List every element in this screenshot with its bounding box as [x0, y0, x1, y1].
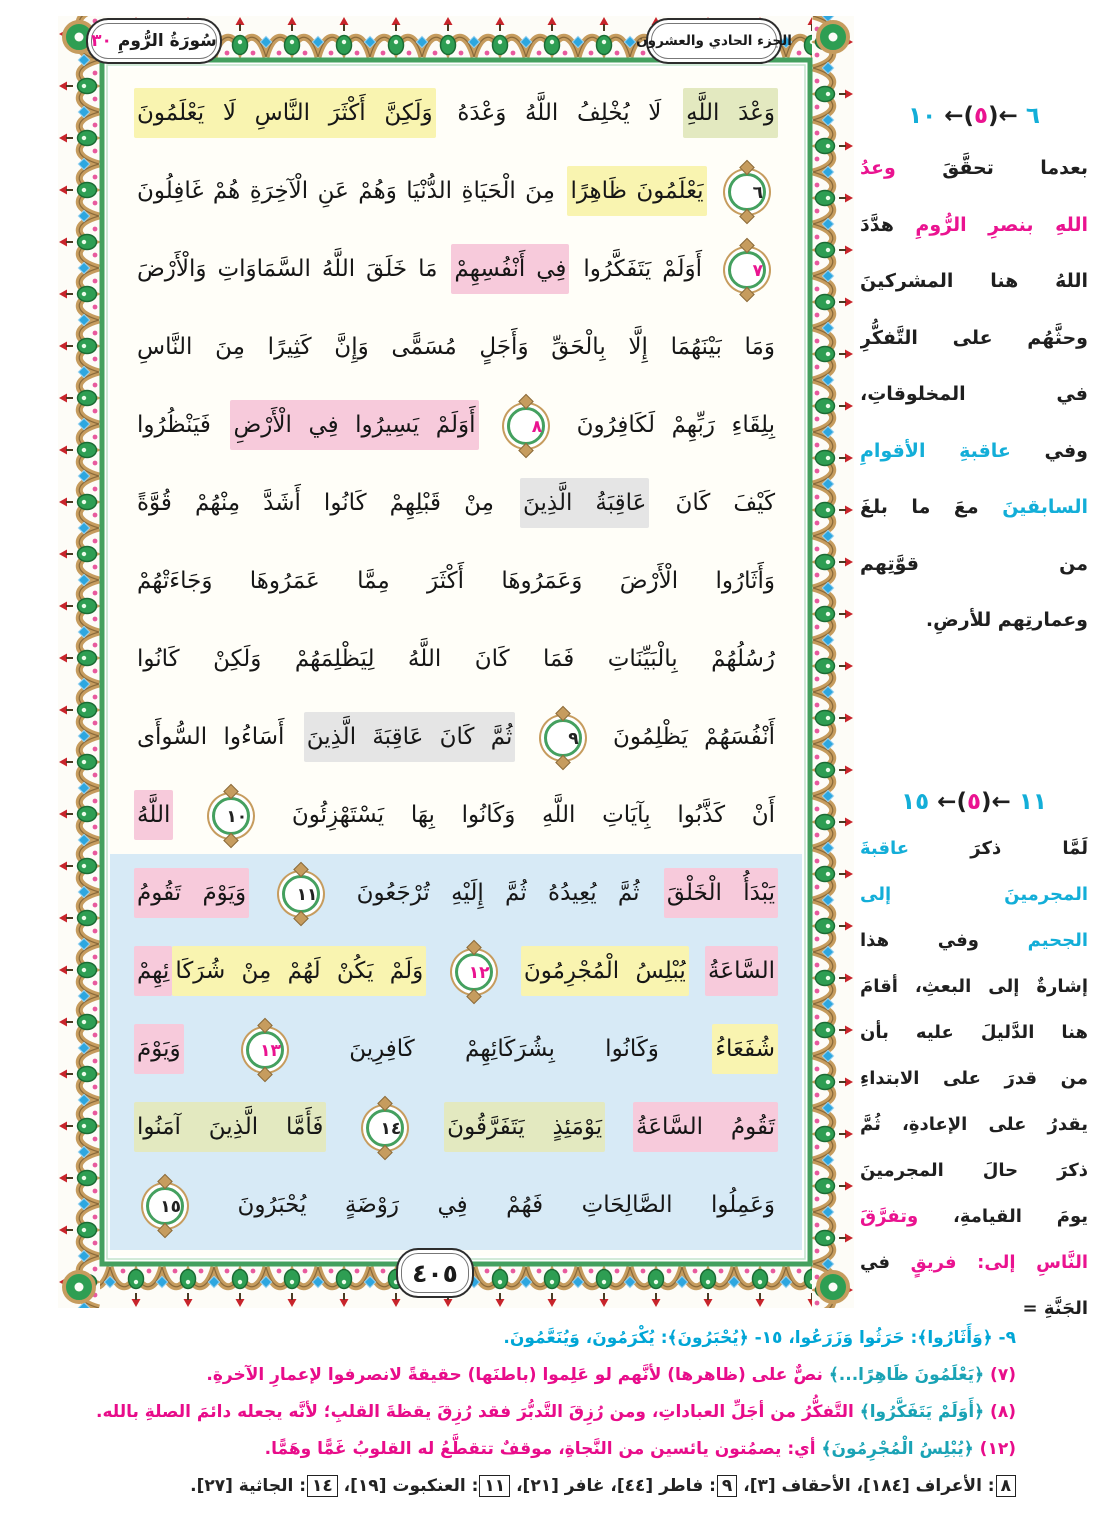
commentary-segment: بعدما تحقَّقَ — [895, 157, 1088, 179]
commentary-line — [860, 140, 1088, 197]
footnote-line — [56, 1468, 1016, 1505]
juz-title-cartouche — [636, 18, 792, 64]
quran-segment: كَيْفَ كَانَ — [675, 490, 776, 516]
footnote-text: : حَرَثُوا وَزَرَعُوا، ١٥- — [748, 1328, 918, 1348]
verse-marker: ١٥ — [146, 1187, 184, 1225]
commentary-segment: وحثَّهُم على التَّفكُّرِ — [860, 326, 1088, 349]
commentary-line — [860, 592, 1088, 649]
footnote-text: ﴿يُحْبَرُونَ﴾ — [667, 1328, 749, 1348]
commentary-segment: النَّاسِ إلى: فريقٍ — [890, 1252, 1088, 1273]
verse-marker: ٦ — [728, 173, 766, 211]
commentary-segment: معَ ما بلغَ — [860, 496, 979, 518]
boxed-verse-number: ٩ — [717, 1475, 737, 1497]
quran-segment: وَأَثَارُوا الْأَرْضَ وَعَمَرُوهَا أَكْثَرَ مِمَّا عَمَرُوهَا وَجَاءَتْهُمْ — [137, 568, 775, 594]
quran-line — [134, 464, 778, 542]
footnotes — [56, 1320, 1016, 1505]
quran-line — [134, 698, 778, 776]
verse-range-part: ←( — [981, 789, 1019, 815]
commentary-segment: في — [860, 1252, 890, 1273]
commentary-segment: هنا الدَّليلَ عليه بأن — [860, 1022, 1088, 1043]
commentary-line — [860, 423, 1088, 480]
quran-segment: أَوَلَمْ يَسِيرُوا فِي الْأَرْضِ — [230, 400, 478, 450]
surah-number: ٣٠ — [91, 31, 112, 51]
quran-line — [134, 386, 778, 464]
quran-lines-white-section — [134, 74, 778, 854]
surah-title: سُورَةُ الرُّومِ — [117, 31, 217, 51]
quran-segment: وَلَمْ يَكُنْ لَهُمْ مِنْ شُرَكَا — [172, 946, 426, 996]
commentary-segment: وعمارتِهم للأرضِ. — [925, 609, 1088, 631]
page-number: ٤٠٥ — [412, 1258, 458, 1288]
footnote-text: نصٌّ على (ظاهرها) لأنَّهم لو عَلِموا (باطنَها) حقيقةً لانصرفوا لإعمارِ الآخرةِ. — [206, 1365, 829, 1385]
commentary-segment: الجَنَّةِ = — [1022, 1298, 1088, 1319]
footnote-text: : العنكبوت [١٩]، — [337, 1476, 479, 1496]
quran-segment: يُبْلِسُ الْمُجْرِمُونَ — [521, 946, 689, 996]
quran-segment: فَيَنْظُرُوا — [137, 412, 211, 438]
boxed-verse-number: ٨ — [996, 1475, 1016, 1497]
quran-line — [134, 1166, 778, 1244]
quran-line — [134, 74, 778, 152]
commentary-segment: من قوَّتِهم — [860, 552, 1088, 575]
commentary-segment: وفي — [1010, 439, 1088, 462]
commentary-line — [860, 1056, 1088, 1102]
verse-marker: ١١ — [282, 875, 320, 913]
footnote-text: (٧) — [984, 1365, 1016, 1385]
commentary-segment: من قدرَ على الابتداءِ — [860, 1068, 1088, 1089]
commentary-segment: يومَ القيامةِ، — [918, 1206, 1088, 1227]
footnote-line — [56, 1357, 1016, 1394]
commentary-line — [860, 1240, 1088, 1286]
boxed-verse-number: ١١ — [479, 1475, 510, 1497]
verse-range-part: ٥ — [966, 789, 982, 815]
footnote-line — [56, 1320, 1016, 1357]
surah-title-cartouche — [86, 18, 222, 64]
quran-segment: ئِهِمْ — [134, 946, 172, 996]
commentary-segment: عاقبةِ الأقوامِ — [860, 439, 1011, 462]
quran-segment: لَا يُخْلِفُ اللَّهُ وَعْدَهُ — [457, 100, 662, 126]
quran-segment: مِنْ قَبْلِهِمْ كَانُوا أَشَدَّ مِنْهُمْ قُوَّةً — [137, 490, 494, 516]
verse-range-part: ٦ — [1025, 103, 1040, 129]
commentary-segment: إشارةٌ إلى البعثِ، أقامَ — [860, 976, 1088, 997]
quran-segment: السَّاعَةُ — [705, 946, 778, 996]
commentary-segment: وعدُ — [860, 157, 896, 179]
verse-range-part: ←( — [988, 103, 1026, 129]
quran-segment: وَمَا بَيْنَهُمَا إِلَّا بِالْحَقِّ وَأَجَلٍ مُسَمًّى وَإِنَّ كَثِيرًا مِنَ النَّاسِ — [137, 334, 775, 360]
quran-segment: فَأَمَّا الَّذِينَ آمَنُوا — [134, 1102, 326, 1152]
quran-segment: يَعْلَمُونَ ظَاهِرًا — [567, 166, 706, 216]
commentary-segment: هدَّدَ — [860, 213, 894, 236]
verse-range-part: )← — [929, 789, 967, 815]
quran-segment: يَوْمَئِذٍ يَتَفَرَّقُونَ — [444, 1102, 605, 1152]
commentary-line — [860, 366, 1088, 423]
commentary-segment: اللهِ بنصرِ الرُّومِ — [893, 213, 1088, 236]
commentary-segment: وفي هذا — [860, 930, 979, 951]
quran-lines-blue-section — [110, 854, 802, 1250]
quran-segment: وَيَوْمَ — [134, 1024, 184, 1074]
verse-range-header — [860, 778, 1088, 826]
footnote-text: ٩- — [992, 1328, 1016, 1348]
commentary-line — [860, 1102, 1088, 1148]
quran-segment: بِلِقَاءِ رَبِّهِمْ لَكَافِرُونَ — [576, 412, 776, 438]
footnote-text: التَّفكُّرُ من أجَلِّ العباداتِ، ومن رُزِقَ التَّدبُّرَ فقد رُزِقَ يقظةَ القلبِ؛ لأنَّه يجعله دائمَ الصلةِ بالله. — [96, 1402, 860, 1422]
quran-segment: وَعَمِلُوا الصَّالِحَاتِ فَهُمْ فِي رَوْضَةٍ يُحْبَرُونَ — [237, 1192, 775, 1218]
commentary-segment: يقدرُ على الإعادةِ، ثُمَّ — [860, 1114, 1088, 1135]
quran-line — [134, 308, 778, 386]
verse-marker: ٩ — [544, 719, 582, 757]
quran-line — [134, 1010, 778, 1088]
quran-line — [134, 230, 778, 308]
verse-marker: ٨ — [507, 407, 545, 445]
quran-segment: اللَّهُ — [134, 790, 173, 840]
footnote-text: أي: يصمُتون يائسين من النَّجاةِ، موقفٌ تتقطَّعُ له القلوبُ غَمًّا وهَمًّا. — [264, 1439, 822, 1459]
verse-marker: ١٠ — [212, 797, 250, 835]
quran-segment: فِي أَنْفُسِهِمْ — [451, 244, 569, 294]
commentary-segment: لَمَّا ذكرَ — [909, 838, 1088, 859]
commentary-block-verses-11-15 — [860, 778, 1088, 1332]
footnote-text: : فاطر [٤٤]، غافر [٢١]، — [510, 1476, 716, 1496]
quran-segment: يَبْدَأُ الْخَلْقَ — [664, 868, 778, 918]
commentary-segment: وتفرَّقَ — [860, 1206, 919, 1227]
quran-segment: وَكَانُوا بِشُرَكَائِهِمْ كَافِرِينَ — [349, 1036, 659, 1062]
commentary-line — [860, 1010, 1088, 1056]
verse-range-part: )← — [936, 103, 974, 129]
commentary-block-verses-6-10 — [860, 92, 1088, 649]
footnote-text: (٨) — [984, 1402, 1016, 1422]
quran-segment: مَا خَلَقَ اللَّهُ السَّمَاوَاتِ وَالْأَرْضَ — [137, 256, 438, 282]
quran-quote: ﴿يُبْلِسُ الْمُجْرِمُونَ﴾ — [821, 1439, 974, 1459]
boxed-verse-number: ١٤ — [307, 1475, 338, 1497]
commentary-segment: ذكرَ حالَ المجرمينَ — [860, 1160, 1088, 1181]
quran-line — [134, 620, 778, 698]
quran-line — [134, 152, 778, 230]
commentary-line — [860, 197, 1088, 254]
quran-segment: شُفَعَاءُ — [712, 1024, 778, 1074]
footnote-text: : الأعراف [١٨٤]، الأحقاف [٣]، — [737, 1476, 995, 1496]
verse-range-part: ١١ — [1018, 789, 1047, 815]
quran-segment: تَقُومُ السَّاعَةُ — [633, 1102, 778, 1152]
quran-line — [134, 776, 778, 854]
commentary-segment: المجرمينَ إلى — [860, 884, 1088, 905]
quran-segment: مِنَ الْحَيَاةِ الدُّنْيَا وَهُمْ عَنِ الْآخِرَةِ هُمْ غَافِلُونَ — [137, 178, 555, 204]
quran-segment: وَعْدَ اللَّهِ — [683, 88, 778, 138]
footnote-text: (١٢) — [973, 1439, 1016, 1459]
commentary-segment: في المخلوقاتِ، — [860, 383, 1088, 405]
mushaf-frame — [58, 16, 854, 1308]
verse-marker: ٧ — [728, 251, 766, 289]
quran-segment: وَيَوْمَ تَقُومُ — [134, 868, 249, 918]
footnote-text: : يُكْرَمُونَ، وَيُنَعَّمُونَ. — [503, 1328, 668, 1348]
verse-marker: ١٢ — [455, 953, 493, 991]
quran-segment: أَنْفُسَهُمْ يَظْلِمُونَ — [612, 724, 776, 750]
commentary-line — [860, 479, 1088, 536]
commentary-segment: عاقبةَ — [860, 838, 910, 859]
verse-range-part: ٥ — [973, 103, 989, 129]
juz-title: الجزء الحادي والعشرون — [636, 33, 792, 49]
commentary-line — [860, 536, 1088, 593]
quran-line — [134, 932, 778, 1010]
page-number-cartouche — [396, 1248, 474, 1298]
commentary-line — [860, 1148, 1088, 1194]
commentary-line — [860, 1194, 1088, 1240]
commentary-line — [860, 253, 1088, 310]
quran-segment: أَسَاءُوا السُّوأَى — [137, 724, 285, 750]
commentary-line — [860, 964, 1088, 1010]
quran-text-area — [110, 68, 802, 1256]
quran-quote: ﴿أَوَلَمْ يَتَفَكَّرُوا﴾ — [859, 1402, 985, 1422]
footnote-line — [56, 1394, 1016, 1431]
commentary-line — [860, 826, 1088, 872]
commentary-line — [860, 872, 1088, 918]
quran-segment: عَاقِبَةُ الَّذِينَ — [520, 478, 649, 528]
verse-range-header — [860, 92, 1088, 140]
quran-line — [134, 854, 778, 932]
verse-marker: ١٣ — [246, 1031, 284, 1069]
quran-line — [134, 1088, 778, 1166]
quran-quote: ﴿يَعْلَمُونَ ظَاهِرًا...﴾ — [828, 1365, 985, 1385]
commentary-segment: السابقينَ — [978, 496, 1088, 518]
quran-segment: ثُمَّ كَانَ عَاقِبَةَ الَّذِينَ — [304, 712, 516, 762]
verse-range-part: ١٠ — [908, 103, 937, 129]
commentary-segment: الجحيم — [978, 930, 1088, 951]
footnote-text: : الجاثية [٢٧]. — [190, 1476, 306, 1496]
quran-segment: أَوَلَمْ يَتَفَكَّرُوا — [583, 256, 703, 282]
commentary-line — [860, 918, 1088, 964]
quran-segment: أَنْ كَذَّبُوا بِآيَاتِ اللَّهِ وَكَانُوا بِهَا يَسْتَهْزِئُونَ — [291, 802, 776, 828]
commentary-line — [860, 310, 1088, 367]
footnote-line — [56, 1431, 1016, 1468]
quran-line — [134, 542, 778, 620]
verse-range-part: ١٥ — [901, 789, 930, 815]
quran-segment: وَلَكِنَّ أَكْثَرَ النَّاسِ لَا يَعْلَمُونَ — [134, 88, 436, 138]
commentary-segment: اللهُ هنا المشركينَ — [860, 270, 1088, 292]
quran-segment: رُسُلُهُمْ بِالْبَيِّنَاتِ فَمَا كَانَ اللَّهُ لِيَظْلِمَهُمْ وَلَكِنْ كَانُوا — [137, 646, 775, 672]
quran-segment: ثُمَّ يُعِيدُهُ ثُمَّ إِلَيْهِ تُرْجَعُونَ — [356, 880, 640, 906]
verse-marker: ١٤ — [366, 1109, 404, 1147]
footnote-text: ﴿وَأَثَارُوا﴾ — [917, 1328, 993, 1348]
